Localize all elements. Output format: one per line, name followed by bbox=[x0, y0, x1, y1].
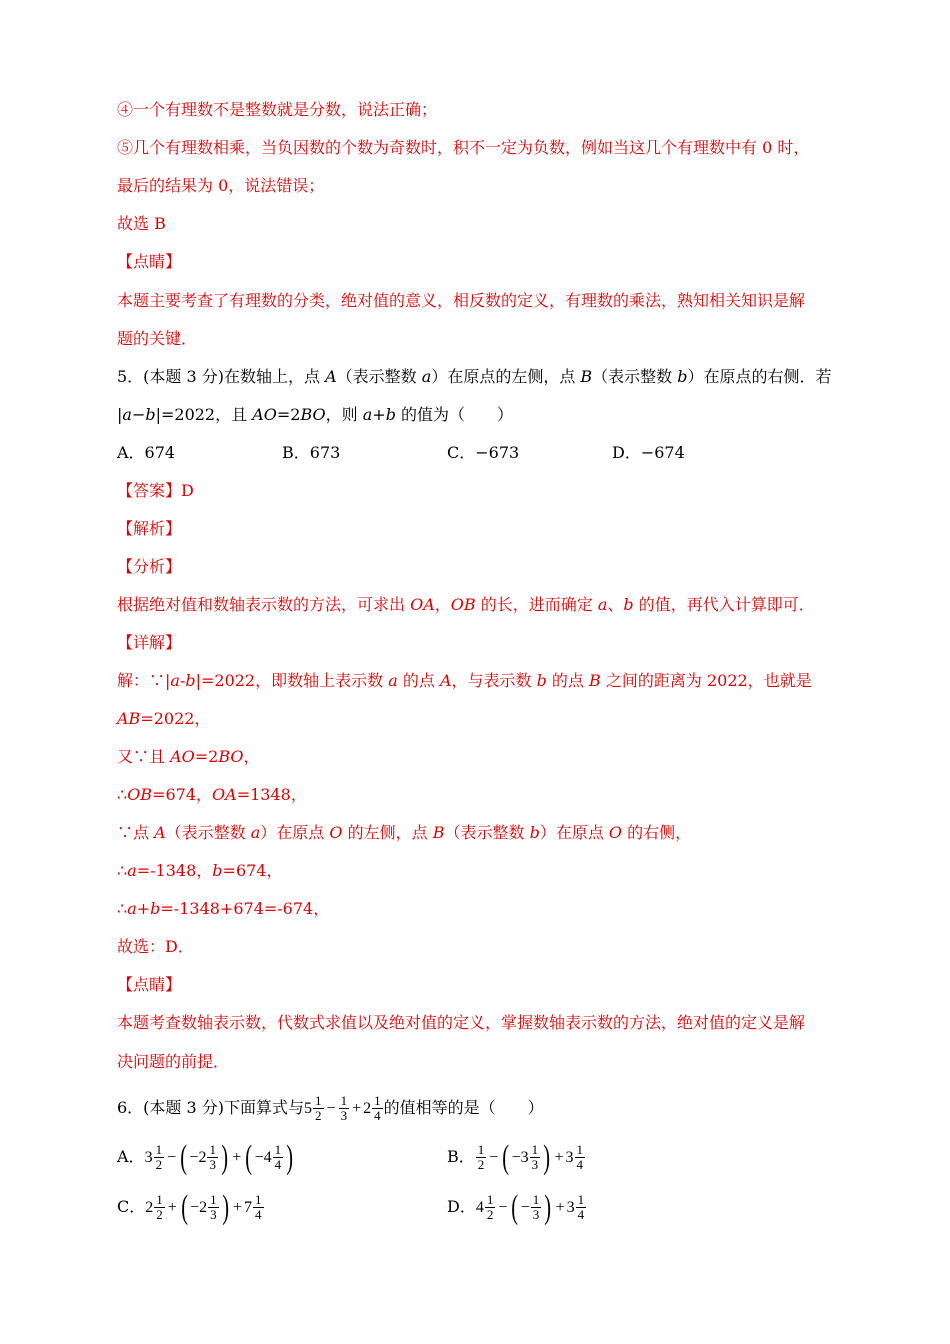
q6-expression: 5 $\frac{1}{2}$ − $\frac{1}{3}$ + 2 $\frac{1}{4}$ bbox=[304, 1093, 381, 1123]
dianjing-text-2-cont: 决问题的前提． bbox=[117, 1052, 230, 1071]
jiexi-heading: 【解析】 bbox=[117, 519, 182, 538]
solution-step-1-cont: AB=2022， bbox=[117, 709, 211, 728]
option-a: A．674 bbox=[117, 443, 176, 462]
solution-step-1: 解：∵|a-b|=2022，即数轴上表示数 a 的点 A，与表示数 b 的点 B 之间的距离为 2022，也就是 bbox=[117, 671, 812, 690]
fenxi-text: 根据绝对值和数轴表示数的方法，可求出 OA，OB 的长，进而确定 a、b 的值，再代入计算即可． bbox=[117, 595, 815, 614]
solution-line-5: ⑤几个有理数相乘，当负因数的个数为奇数时，积不一定为负数，例如当这几个有理数中有 0 时， bbox=[117, 138, 810, 157]
option-d: D．−674 bbox=[612, 443, 685, 462]
solution-line-5-cont: 最后的结果为 0，说法错误； bbox=[117, 176, 325, 195]
dianjing-heading-2: 【点睛】 bbox=[117, 975, 182, 994]
solution-step-6: ∴a+b=-1348+674=-674， bbox=[117, 899, 330, 918]
dianjing-heading: 【点睛】 bbox=[117, 252, 182, 271]
fenxi-heading: 【分析】 bbox=[117, 557, 182, 576]
choose-b: 故选 B bbox=[117, 214, 166, 233]
option-c: C．−673 bbox=[447, 443, 520, 462]
q6-option-b: B． $\frac{1}{2}$ − ( −3 $\frac{1}{3}$ ) + 3 $\frac{1}{4}$ bbox=[447, 1138, 584, 1176]
solution-step-3: ∴OB=674，OA=1348， bbox=[117, 785, 307, 804]
question-5: 5．(本题 3 分)在数轴上，点 A（表示整数 a）在原点的左侧，点 B（表示整数 b）在原点的右侧．若 bbox=[117, 367, 832, 386]
dianjing-text: 本题主要考查了有理数的分类，绝对值的意义，相反数的定义，有理数的乘法，熟知相关知识是解 bbox=[117, 291, 806, 310]
answer: 【答案】D bbox=[117, 481, 194, 500]
solution-step-2: 又∵且 AO=2BO， bbox=[117, 747, 260, 766]
solution-step-4: ∵点 A（表示整数 a）在原点 O 的左侧，点 B（表示整数 b）在原点 O 的右侧， bbox=[117, 823, 692, 842]
dianjing-text-cont: 题的关键． bbox=[117, 329, 198, 348]
dianjing-text-2: 本题考查数轴表示数，代数式求值以及绝对值的定义，掌握数轴表示数的方法，绝对值的定义是解 bbox=[117, 1013, 806, 1032]
question-6: 6．(本题 3 分)下面算式与 5 $\frac{1}{2}$ − $\frac{1}{3}$ + 2 $\frac{1}{4}$ 的值相等的是（ ） bbox=[117, 1093, 544, 1123]
question-5-cont: |a−b|=2022，且 AO=2BO，则 a+b 的值为（ ） bbox=[117, 405, 514, 424]
option-b: B．673 bbox=[282, 443, 341, 462]
q6-option-d: D． 4 $\frac{1}{2}$ − ( − $\frac{1}{3}$ ) + 3 $\frac{1}{4}$ bbox=[447, 1188, 585, 1226]
q6-option-a: A． 3 $\frac{1}{2}$ − ( −2 $\frac{1}{3}$ ) + ( −4 $\frac{1}{4}$ ) bbox=[117, 1138, 294, 1176]
q6-option-c: C． 2 $\frac{1}{2}$ + ( −2 $\frac{1}{3}$ ) + 7 $\frac{1}{4}$ bbox=[117, 1188, 262, 1226]
solution-line-4: ④一个有理数不是整数就是分数，说法正确； bbox=[117, 100, 438, 119]
solution-step-5: ∴a=-1348，b=674， bbox=[117, 861, 283, 880]
choose-d: 故选：D． bbox=[117, 937, 194, 956]
xiangjie-heading: 【详解】 bbox=[117, 633, 182, 652]
